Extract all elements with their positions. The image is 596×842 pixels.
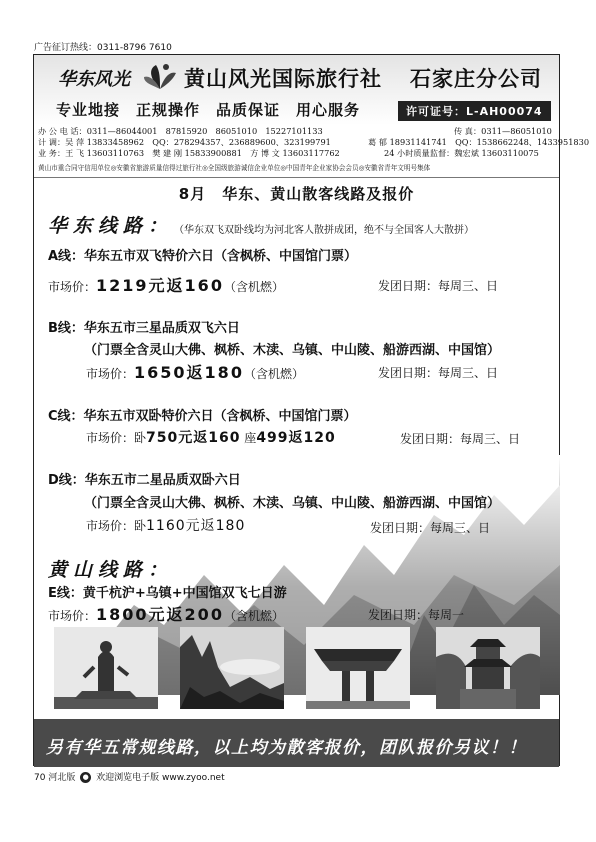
promo-banner (34, 719, 559, 767)
route-d-inclusions: （门票全含灵山大佛、枫桥、木渎、乌镇、中山陵、船游西湖、中国馆） (84, 496, 501, 511)
east-china-heading: 华东线路： (48, 215, 174, 237)
route-d-price (86, 515, 245, 535)
promo-banner-text: 另有华五常规线路，以上均为散客报价，团队报价另议！！ (46, 738, 527, 758)
logo-script-text: 华东风光 (58, 69, 130, 90)
page-number: 70 河北版 (34, 773, 76, 783)
route-e-price-value: 1800元返200 (96, 605, 224, 624)
route-c-departure: 发团日期：每周三、日 (400, 432, 521, 446)
route-e-price (48, 602, 284, 625)
advertisement-panel (33, 54, 590, 766)
route-d-price-value: 1160元返180 (146, 518, 246, 534)
route-e-departure: 发团日期：每周一 (368, 608, 465, 622)
planner-contact-2: 葛 郁 18931141741 QQ：1538662248、1433951830 (368, 137, 590, 147)
route-c-seat-price: 499返120 (256, 430, 336, 446)
price-label: 市场价：卧 (86, 519, 147, 533)
zyoo-logo-icon: ● (80, 772, 91, 783)
sales-contact: 业 务：王 飞 13603110763 樊 建 刚 15833900881 方 博 文 13603117762 (38, 148, 340, 158)
price-label: 市场价： (48, 280, 97, 294)
agency-name: 黄山风光国际旅行社 (184, 67, 382, 91)
certifications: 黄山市重合同守信用单位◎安徽省旅游质量信得过旅行社◎全国级旅游诚信企业单位◎中国青年企业家协会会员◎安徽省青年文明号集体 (38, 164, 431, 172)
price-note: （含机燃） (223, 609, 284, 623)
route-c-sleeper-price: 750元返160 (146, 430, 241, 446)
quality-hotline: 24 小时质量监督：魏宏斌 13603110075 (384, 148, 539, 158)
price-note: （含机燃） (243, 367, 304, 381)
route-a-departure: 发团日期：每周三、日 (378, 279, 499, 293)
page-footer (34, 770, 225, 783)
page-title: 8月 华东、黄山散客线路及报价 (178, 185, 415, 203)
seat-label: 座 (244, 431, 257, 445)
route-c-title: C线：华东五市双卧特价六日（含枫桥、中国馆门票） (48, 409, 357, 424)
branch-name: 石家庄分公司 (410, 67, 542, 91)
office-phone: 办 公 电 话：0311—86044001 87815920 86051010 15227101133 (38, 126, 323, 136)
route-b-inclusions: （门票全含灵山大佛、枫桥、木渎、乌镇、中山陵、船游西湖、中国馆） (84, 343, 501, 358)
slogan: 专业地接 正规操作 品质保证 用心服务 (56, 101, 361, 119)
route-b-departure: 发团日期：每周三、日 (378, 366, 499, 380)
price-note: （含机燃） (223, 280, 284, 294)
china-pavilion-photo (306, 627, 410, 709)
footer-label: 欢迎浏览电子版 (96, 773, 160, 783)
route-e-title: E线：黄千杭沪+乌镇+中国馆双飞七日游 (48, 586, 287, 601)
route-b-price-value: 1650返180 (134, 363, 244, 382)
agency-header (34, 55, 559, 125)
buddha-statue-photo (54, 627, 158, 709)
route-d-departure: 发团日期：每周三、日 (370, 521, 491, 535)
price-label: 市场价：卧 (86, 431, 147, 445)
east-china-note: （华东双飞双卧线均为河北客人散拼成团，绝不与全国客人大散拼） (174, 225, 474, 236)
route-c-price (86, 427, 336, 447)
route-a-price (48, 273, 284, 296)
huangshan-peaks-photo (180, 627, 284, 709)
route-d-title: D线：华东五市二星品质双卧六日 (48, 473, 241, 488)
price-label: 市场价： (86, 367, 135, 381)
price-label: 市场价： (48, 609, 97, 623)
route-b-title: B线：华东五市三星品质双飞六日 (48, 321, 240, 336)
route-a-title: A线：华东五市双飞特价六日（含枫桥、中国馆门票） (48, 249, 358, 264)
fax: 传 真：0311—86051010 (454, 126, 552, 136)
license-badge: 许可证号：L-AH00074 (398, 101, 551, 121)
route-b-price (86, 360, 304, 383)
planner-contact: 计 调：吴 萍 13833458962 QQ：278294357、236889600、323199791 (38, 137, 331, 147)
huangshan-heading: 黄山线路： (48, 559, 174, 581)
ad-hotline: 广告征订热线：0311-8796 7610 (34, 43, 172, 53)
footer-url[interactable]: www.zyoo.net (161, 773, 225, 783)
route-a-price-value: 1219元返160 (96, 276, 224, 295)
pagoda-photo (436, 627, 540, 709)
logo-flower-icon (142, 61, 178, 91)
